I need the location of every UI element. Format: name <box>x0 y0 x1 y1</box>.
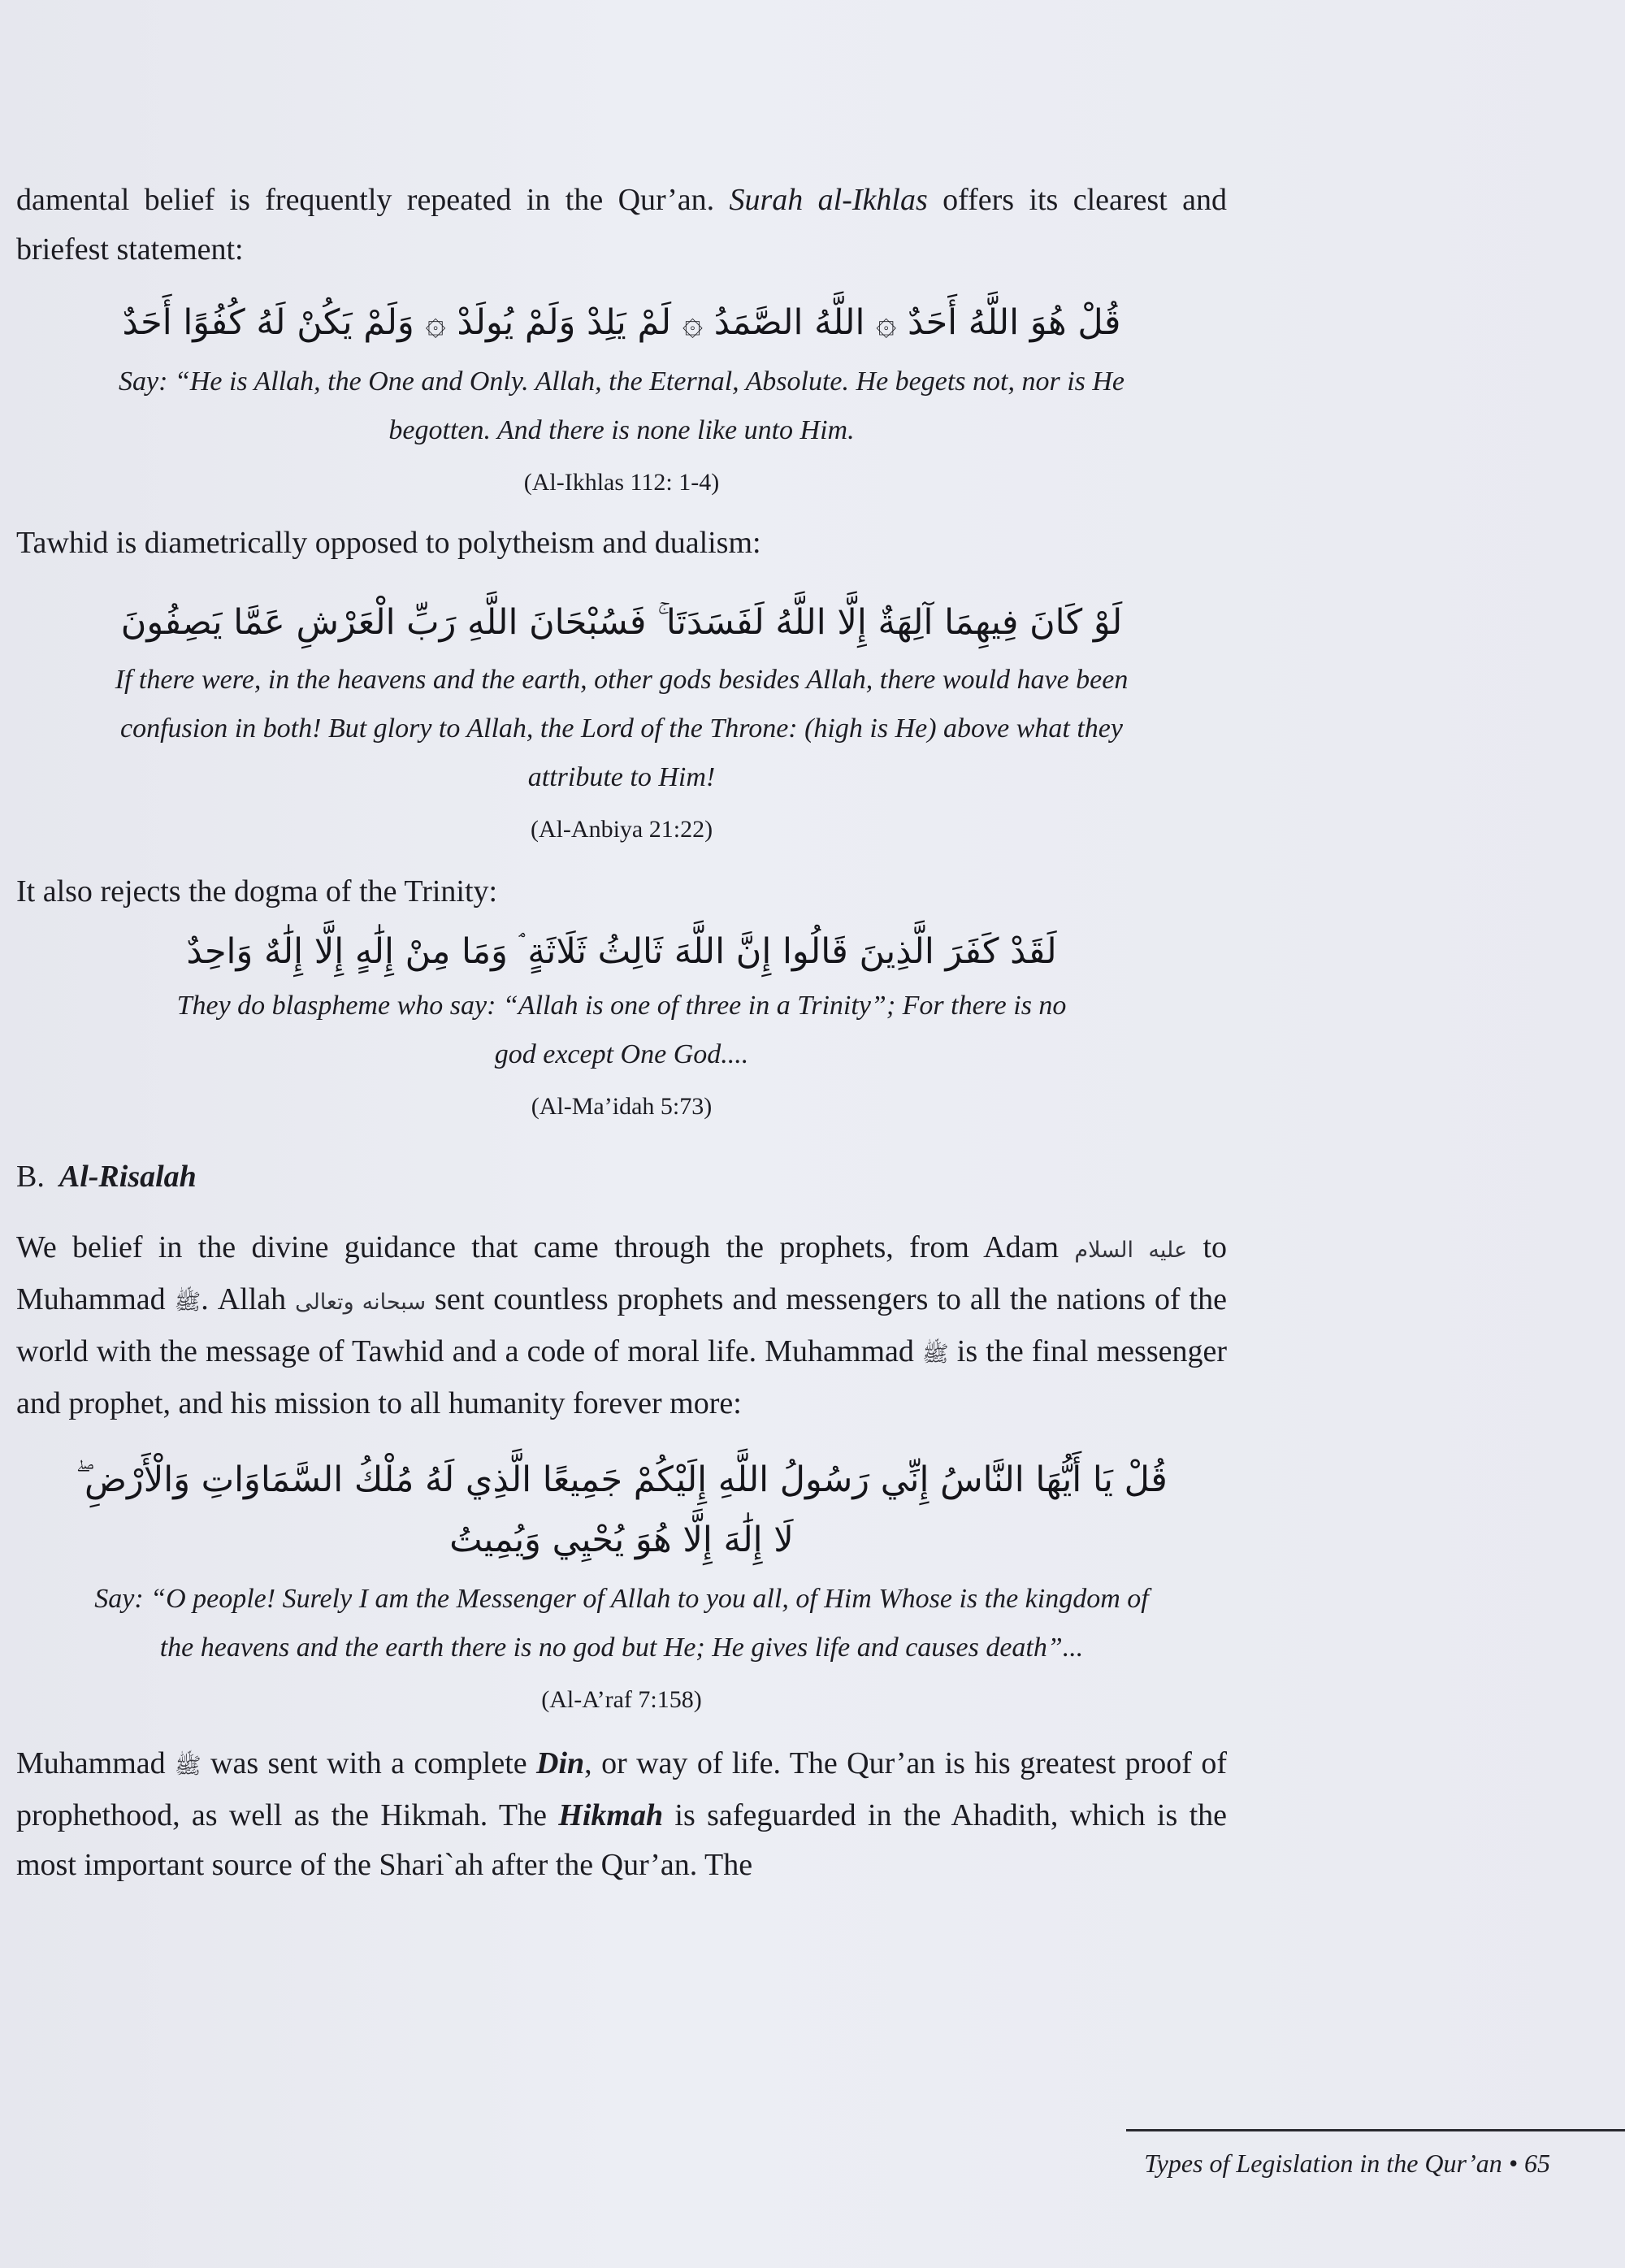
quote-ikhlas <box>16 293 1227 501</box>
term-din: Din <box>536 1746 585 1780</box>
text: , or way of life. The Qur’an is his greatest proof of prophethood, as well as the Hikmah. The <box>16 1746 1227 1832</box>
verse-translation: Say: “He is Allah, the One and Only. Allah, the Eternal, Absolute. He begets not, nor is He begotten. And there is none like unto Him. <box>118 366 1125 445</box>
intro-text-end: offers its clearest and briefest statement: <box>16 183 1227 267</box>
honorific-muhammad-icon: ﷺ <box>175 1754 202 1779</box>
text: . Allah <box>201 1282 296 1316</box>
arabic-verse-line2: لَا إِلَٰهَ إِلَّا هُوَ يُحْيِي وَيُمِيتُ <box>449 1520 794 1560</box>
honorific-muhammad-icon: ﷺ <box>174 1290 202 1315</box>
intro-text: damental belief is frequently repeated in the Qur’an. <box>16 183 730 217</box>
verse-translation: They do blaspheme who say: “Allah is one of three in a Trinity”; For there is no god except One God.... <box>176 991 1067 1069</box>
quote-maidah <box>16 922 1227 1125</box>
paragraph-polytheism: Tawhid is diametrically opposed to polytheism and dualism: <box>16 526 761 560</box>
surah-name: Surah al-Ikhlas <box>729 183 928 217</box>
honorific-allah-icon: سبحانه وتعالى <box>295 1290 427 1315</box>
page-number: 65 <box>1524 2149 1550 2178</box>
quote-anbiya <box>16 592 1227 848</box>
verse-reference: (Al-A’raf 7:158) <box>541 1686 702 1713</box>
verse-reference: (Al-Ma’idah 5:73) <box>531 1093 713 1120</box>
arabic-verse: قُلْ هُوَ اللَّهُ أَحَدٌ ۞ اللَّهُ الصَّمَدُ ۞ لَمْ يَلِدْ وَلَمْ يُولَدْ ۞ وَلَمْ يَكُنْ لَهُ كُفُوًا أَحَدٌ <box>122 302 1121 343</box>
paragraph-trinity: It also rejects the dogma of the Trinity: <box>16 874 498 909</box>
verse-translation: If there were, in the heavens and the earth, other gods besides Allah, there would have been confusion in both! But glory to Allah, the Lord of the Throne: (high is He) above what they attribute to Him! <box>115 665 1129 792</box>
text: We belief in the divine guidance that came through the prophets, from Adam <box>16 1230 1075 1264</box>
honorific-adam-icon: عليه السلام <box>1074 1238 1188 1263</box>
paragraph-din <box>16 1739 1227 1890</box>
arabic-verse-line1: قُلْ يَا أَيُّهَا النَّاسُ إِنِّي رَسُولُ اللَّهِ إِلَيْكُمْ جَمِيعًا الَّذِي لَهُ مُلْكُ السَّمَاوَاتِ وَالْأَرْضِ ۖ <box>76 1459 1168 1500</box>
text: is safeguarded in the Ahadith, which is the most important source of the Shari`ah after the Qur’an. The <box>16 1798 1227 1882</box>
text: was sent with a complete <box>201 1746 537 1780</box>
verse-reference: (Al-Ikhlas 112: 1-4) <box>523 469 720 496</box>
term-hikmah: Hikmah <box>558 1798 664 1832</box>
footer-separator: • <box>1502 2149 1524 2178</box>
heading-letter: B. <box>16 1160 45 1194</box>
running-footer <box>1144 2145 1550 2181</box>
paragraph-ikhlas-intro <box>16 176 1227 275</box>
section-heading-risalah <box>16 1152 1227 1202</box>
running-title: Types of Legislation in the Qur’an <box>1144 2149 1502 2178</box>
arabic-verse: لَقَدْ كَفَرَ الَّذِينَ قَالُوا إِنَّ اللَّهَ ثَالِثُ ثَلَاثَةٍ ۘ وَمَا مِنْ إِلَٰهٍ إِلَّا إِلَٰهٌ وَاحِدٌ <box>186 931 1057 972</box>
verse-translation: Say: “O people! Surely I am the Messenger of Allah to you all, of Him Whose is the kingdom of the heavens and the earth there is no god but He; He gives life and causes death”... <box>94 1584 1149 1663</box>
honorific-muhammad-icon: ﷺ <box>922 1342 949 1367</box>
quote-araf <box>16 1450 1227 1718</box>
page-content <box>16 176 1227 1890</box>
verse-reference: (Al-Anbiya 21:22) <box>530 816 713 843</box>
text: Muhammad <box>16 1746 176 1780</box>
text: sent countless prophets and messengers to all the nations of the world with the message of Tawhid and a code of moral life. Muhammad <box>16 1282 1227 1368</box>
footer-rule <box>1126 2129 1625 2131</box>
text: is the final messenger and prophet, and his mission to all humanity forever more: <box>16 1334 1228 1420</box>
arabic-verse: لَوْ كَانَ فِيهِمَا آلِهَةٌ إِلَّا اللَّهُ لَفَسَدَتَا ۚ فَسُبْحَانَ اللَّهِ رَبِّ الْعَرْشِ عَمَّا يَصِفُونَ <box>120 602 1123 643</box>
text: to Muhammad <box>16 1230 1227 1316</box>
paragraph-prophets <box>16 1223 1227 1429</box>
heading-title: Al-Risalah <box>58 1160 197 1194</box>
